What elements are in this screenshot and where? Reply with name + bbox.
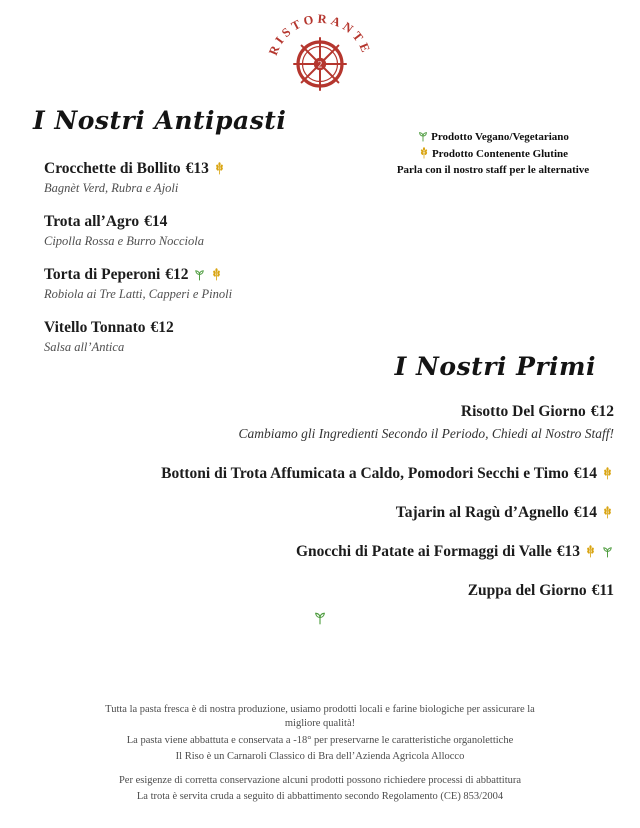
menu-item-line: [44, 158, 434, 180]
menu-item-line: [14, 502, 614, 524]
vegan-icon: [313, 610, 328, 625]
vegan-icon: [601, 545, 614, 558]
menu-item-line: [44, 317, 434, 339]
menu-item: [14, 580, 614, 602]
gluten-icon: [601, 506, 614, 519]
item-price: €14: [573, 503, 597, 521]
footer-line: Il Riso è un Carnaroli Classico di Bra dell’Azienda Agricola Allocco: [175, 751, 465, 763]
menu-item: [44, 158, 434, 196]
item-description: Bagnèt Verd, Rubra e Ajoli: [44, 180, 179, 195]
gluten-icon: [601, 467, 614, 480]
legend-note: Parla con il nostro staff per le alternative: [396, 164, 590, 176]
item-description: Cipolla Rossa e Burro Nocciola: [44, 233, 204, 248]
item-price: €12: [165, 265, 189, 283]
primi-list: [14, 401, 614, 619]
legend-vegan-line: [368, 129, 618, 146]
menu-item-line: [44, 264, 434, 286]
item-name: Zuppa del Giorno: [467, 581, 587, 599]
gluten-icon: [584, 545, 597, 558]
menu-item-line: [44, 211, 434, 233]
item-description: Robiola ai Tre Latti, Capperi e Pinoli: [44, 286, 233, 301]
item-name: Trota all’Agro: [44, 212, 140, 230]
antipasti-list: [44, 158, 434, 370]
zuppa-vegan-marker: [313, 610, 328, 628]
item-price: €14: [573, 464, 597, 482]
item-name: Bottoni di Trota Affumicata a Caldo, Pomodori Secchi e Timo: [161, 464, 569, 482]
item-name: Risotto Del Giorno: [460, 403, 586, 420]
legend-gluten-label: Prodotto Contenente Glutine: [431, 147, 569, 160]
item-name: Crocchette di Bollito: [44, 160, 181, 177]
item-price: €14: [144, 212, 168, 230]
menu-item: [14, 541, 614, 563]
footer-line: Tutta la pasta fresca è di nostra produzione, usiamo prodotti locali e farine biologiche per assicurare la migliore qualità!: [105, 704, 535, 730]
menu-item-line: [14, 463, 614, 485]
item-price: €12: [590, 403, 614, 420]
menu-item: [14, 502, 614, 524]
footer-line: Per esigenze di corretta conservazione alcuni prodotti possono richiedere processi di abbattitura: [118, 774, 522, 786]
menu-item-line: [14, 541, 614, 563]
item-name: Gnocchi di Patate ai Formaggi di Valle: [296, 542, 552, 560]
menu-item: [44, 264, 434, 302]
item-price: €13: [185, 160, 209, 177]
svg-text:2: 2: [317, 59, 323, 70]
item-price: €13: [556, 542, 580, 560]
item-name: Vitello Tonnato: [44, 318, 146, 336]
menu-item: [44, 317, 434, 355]
menu-item-line: [14, 401, 614, 423]
gluten-icon: [213, 162, 226, 175]
logo-wheel-icon: [255, 6, 385, 98]
menu-item: [14, 463, 614, 485]
restaurant-logo: [255, 6, 385, 103]
footer-line: La pasta viene abbattuta e conservata a -18° per preservarne le caratteristiche organolettiche: [126, 734, 514, 746]
primi-heading: I Nostri Primi: [394, 352, 596, 381]
legend-vegan-label: Prodotto Vegano/Vegetariano: [431, 131, 569, 143]
menu-item-line: [14, 580, 614, 602]
menu-item: [14, 401, 614, 442]
item-price: €11: [591, 581, 614, 599]
antipasti-heading: I Nostri Antipasti: [33, 106, 287, 135]
footer-notes: [97, 703, 543, 807]
menu-item: [44, 211, 434, 249]
vegan-icon: [417, 130, 429, 142]
item-description: Salsa all’Antica: [44, 339, 125, 354]
gluten-icon: [210, 268, 223, 281]
item-description: Cambiamo gli Ingredienti Secondo il Periodo, Chiedi al Nostro Staff!: [238, 425, 614, 441]
footer-line: La trota è servita cruda a seguito di abbattimento secondo Regolamento (CE) 853/2004: [136, 791, 504, 803]
item-price: €12: [150, 318, 174, 336]
gluten-icon: [418, 147, 430, 159]
svg-text:RISTORANTE: RISTORANTE: [266, 11, 374, 58]
vegan-icon: [193, 268, 206, 281]
item-name: Torta di Peperoni: [44, 265, 161, 283]
item-name: Tajarin al Ragù d’Agnello: [395, 503, 569, 521]
